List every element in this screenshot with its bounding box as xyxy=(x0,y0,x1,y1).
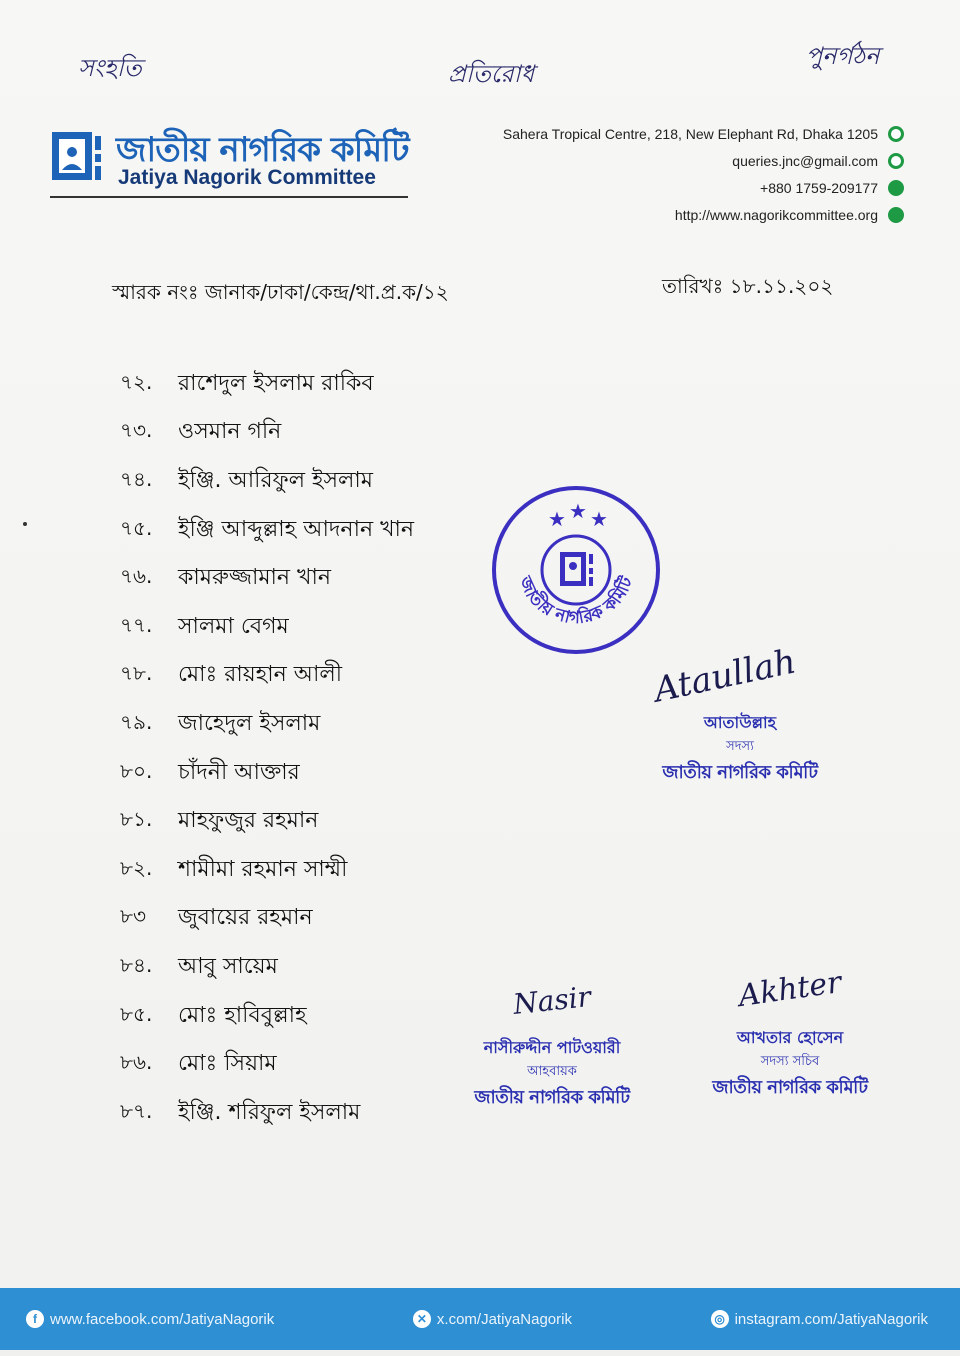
list-item xyxy=(120,1089,500,1138)
member-name: ইঞ্জি আব্দুল্লাহ আদনান খান xyxy=(178,516,415,542)
slogan-resistance: প্রতিরোধ xyxy=(448,60,535,88)
phone-icon xyxy=(888,180,904,196)
list-item xyxy=(120,603,500,652)
member-number: ৭৭. xyxy=(120,612,153,637)
signatory-role: সদস্য xyxy=(726,739,754,754)
signatory-name: নাসীরুদ্দীন পাটওয়ারী xyxy=(483,1038,621,1057)
memo-reference: স্মারক নংঃ জানাক/ঢাকা/কেন্দ্র/থা.প্র.ক/১২ xyxy=(112,280,449,304)
member-name: সালমা বেগম xyxy=(178,613,289,639)
member-name: মোঃ সিয়াম xyxy=(178,1051,277,1077)
member-number: ৭২. xyxy=(120,369,153,394)
bottom-edge xyxy=(0,1350,960,1356)
member-name: ওসমান গনি xyxy=(178,419,282,445)
list-item xyxy=(120,700,500,749)
member-name: চাঁদনী আক্তার xyxy=(178,759,300,785)
logo-emblem-icon xyxy=(50,130,102,182)
list-item xyxy=(120,992,500,1041)
instagram-icon: ◎ xyxy=(711,1310,729,1328)
list-item xyxy=(120,1040,500,1089)
stray-mark xyxy=(23,522,27,526)
member-number: ৭৬. xyxy=(120,564,153,589)
memo-date: তারিখঃ ১৮.১১.২০২ xyxy=(662,274,834,298)
member-number: ৮৭. xyxy=(120,1098,153,1123)
member-name: কামরুজ্জামান খান xyxy=(178,565,332,591)
stamp-star-icon: ★ xyxy=(569,499,587,523)
signatory-org: জাতীয় নাগরিক কমিটি xyxy=(474,1087,630,1108)
member-number: ৭৫. xyxy=(120,515,153,540)
footer-x-link[interactable]: ✕ x.com/JatiyaNagorik xyxy=(413,1310,572,1328)
signatory-role: আহবায়ক xyxy=(527,1064,577,1079)
member-number: ৮৪. xyxy=(120,952,153,977)
member-name: আবু সায়েম xyxy=(178,953,278,979)
list-item xyxy=(120,797,500,846)
slogan-unity: সংহতি xyxy=(78,54,142,82)
contact-block xyxy=(464,120,904,228)
signature-nasir xyxy=(452,980,652,1114)
contact-website[interactable]: http://www.nagorikcommittee.org xyxy=(464,201,904,228)
member-number: ৮০. xyxy=(120,758,153,783)
member-list xyxy=(120,360,500,1138)
globe-icon xyxy=(888,207,904,223)
signatory-name: আতাউল্লাহ xyxy=(703,713,777,732)
signature-scrawl: Akhter xyxy=(736,964,844,1015)
member-number: ৭৮. xyxy=(120,661,153,686)
member-number: ৮৩ xyxy=(120,904,146,929)
footer-instagram-link[interactable]: ◎ instagram.com/JatiyaNagorik xyxy=(711,1310,928,1328)
slogan-reconstruction: পুনর্গঠন xyxy=(806,42,880,70)
member-name: মাহফুজুর রহমান xyxy=(178,808,319,834)
member-name: মোঃ হাবিবুল্লাহ xyxy=(178,1002,307,1028)
signatory-org: জাতীয় নাগরিক কমিটি xyxy=(712,1077,868,1098)
organization-stamp xyxy=(490,484,662,656)
signature-scrawl: Nasir xyxy=(511,980,593,1021)
contact-address: Sahera Tropical Centre, 218, New Elephant Rd, Dhaka 1205 xyxy=(464,120,904,147)
member-name: জুবায়ের রহমান xyxy=(178,905,313,931)
organization-logo xyxy=(50,124,410,200)
list-item xyxy=(120,943,500,992)
member-name: জাহেদুল ইসলাম xyxy=(178,710,321,736)
email-icon xyxy=(888,153,904,169)
facebook-icon: f xyxy=(26,1310,44,1328)
signatory-name: আখতার হোসেন xyxy=(736,1028,844,1047)
list-item xyxy=(120,652,500,701)
signatory-role: সদস্য সচিব xyxy=(760,1054,820,1069)
member-number: ৮৫. xyxy=(120,1001,153,1026)
contact-phone: +880 1759-209177 xyxy=(464,174,904,201)
list-item xyxy=(120,846,500,895)
stamp-star-icon: ★ xyxy=(548,507,566,531)
member-name: মোঃ রায়হান আলী xyxy=(178,662,343,688)
signature-scrawl: Ataullah xyxy=(650,641,800,711)
footer-bar xyxy=(0,1288,960,1350)
footer-facebook-link[interactable]: f www.facebook.com/JatiyaNagorik xyxy=(26,1310,274,1328)
member-name: রাশেদুল ইসলাম রাকিব xyxy=(178,370,374,396)
list-item xyxy=(120,554,500,603)
signature-ataullah xyxy=(640,641,840,789)
member-number: ৭৩. xyxy=(120,418,153,443)
x-icon: ✕ xyxy=(413,1310,431,1328)
member-name: ইঞ্জি. শরিফুল ইসলাম xyxy=(178,1099,361,1125)
list-item xyxy=(120,506,500,555)
member-number: ৮৬. xyxy=(120,1050,153,1075)
logo-text-bangla: জাতীয় নাগরিক কমিটি xyxy=(116,130,409,170)
contact-email[interactable]: queries.jnc@gmail.com xyxy=(464,147,904,174)
stamp-star-icon: ★ xyxy=(590,507,608,531)
list-item xyxy=(120,895,500,944)
member-number: ৮২. xyxy=(120,855,153,880)
list-item xyxy=(120,409,500,458)
logo-text-english: Jatiya Nagorik Committee xyxy=(118,166,376,189)
member-number: ৭৪. xyxy=(120,466,153,491)
signature-akhter xyxy=(690,964,890,1104)
member-number: ৭৯. xyxy=(120,709,153,734)
member-name: ইঞ্জি. আরিফুল ইসলাম xyxy=(178,467,374,493)
logo-underline xyxy=(50,196,408,198)
stamp-text: জাতীয় নাগরিক কমিটি xyxy=(514,573,638,629)
list-item xyxy=(120,360,500,409)
list-item xyxy=(120,457,500,506)
member-name: শামীমা রহমান সাম্মী xyxy=(178,856,348,882)
signatory-org: জাতীয় নাগরিক কমিটি xyxy=(662,762,818,783)
list-item xyxy=(120,749,500,798)
member-number: ৮১. xyxy=(120,807,153,832)
location-icon xyxy=(888,126,904,142)
